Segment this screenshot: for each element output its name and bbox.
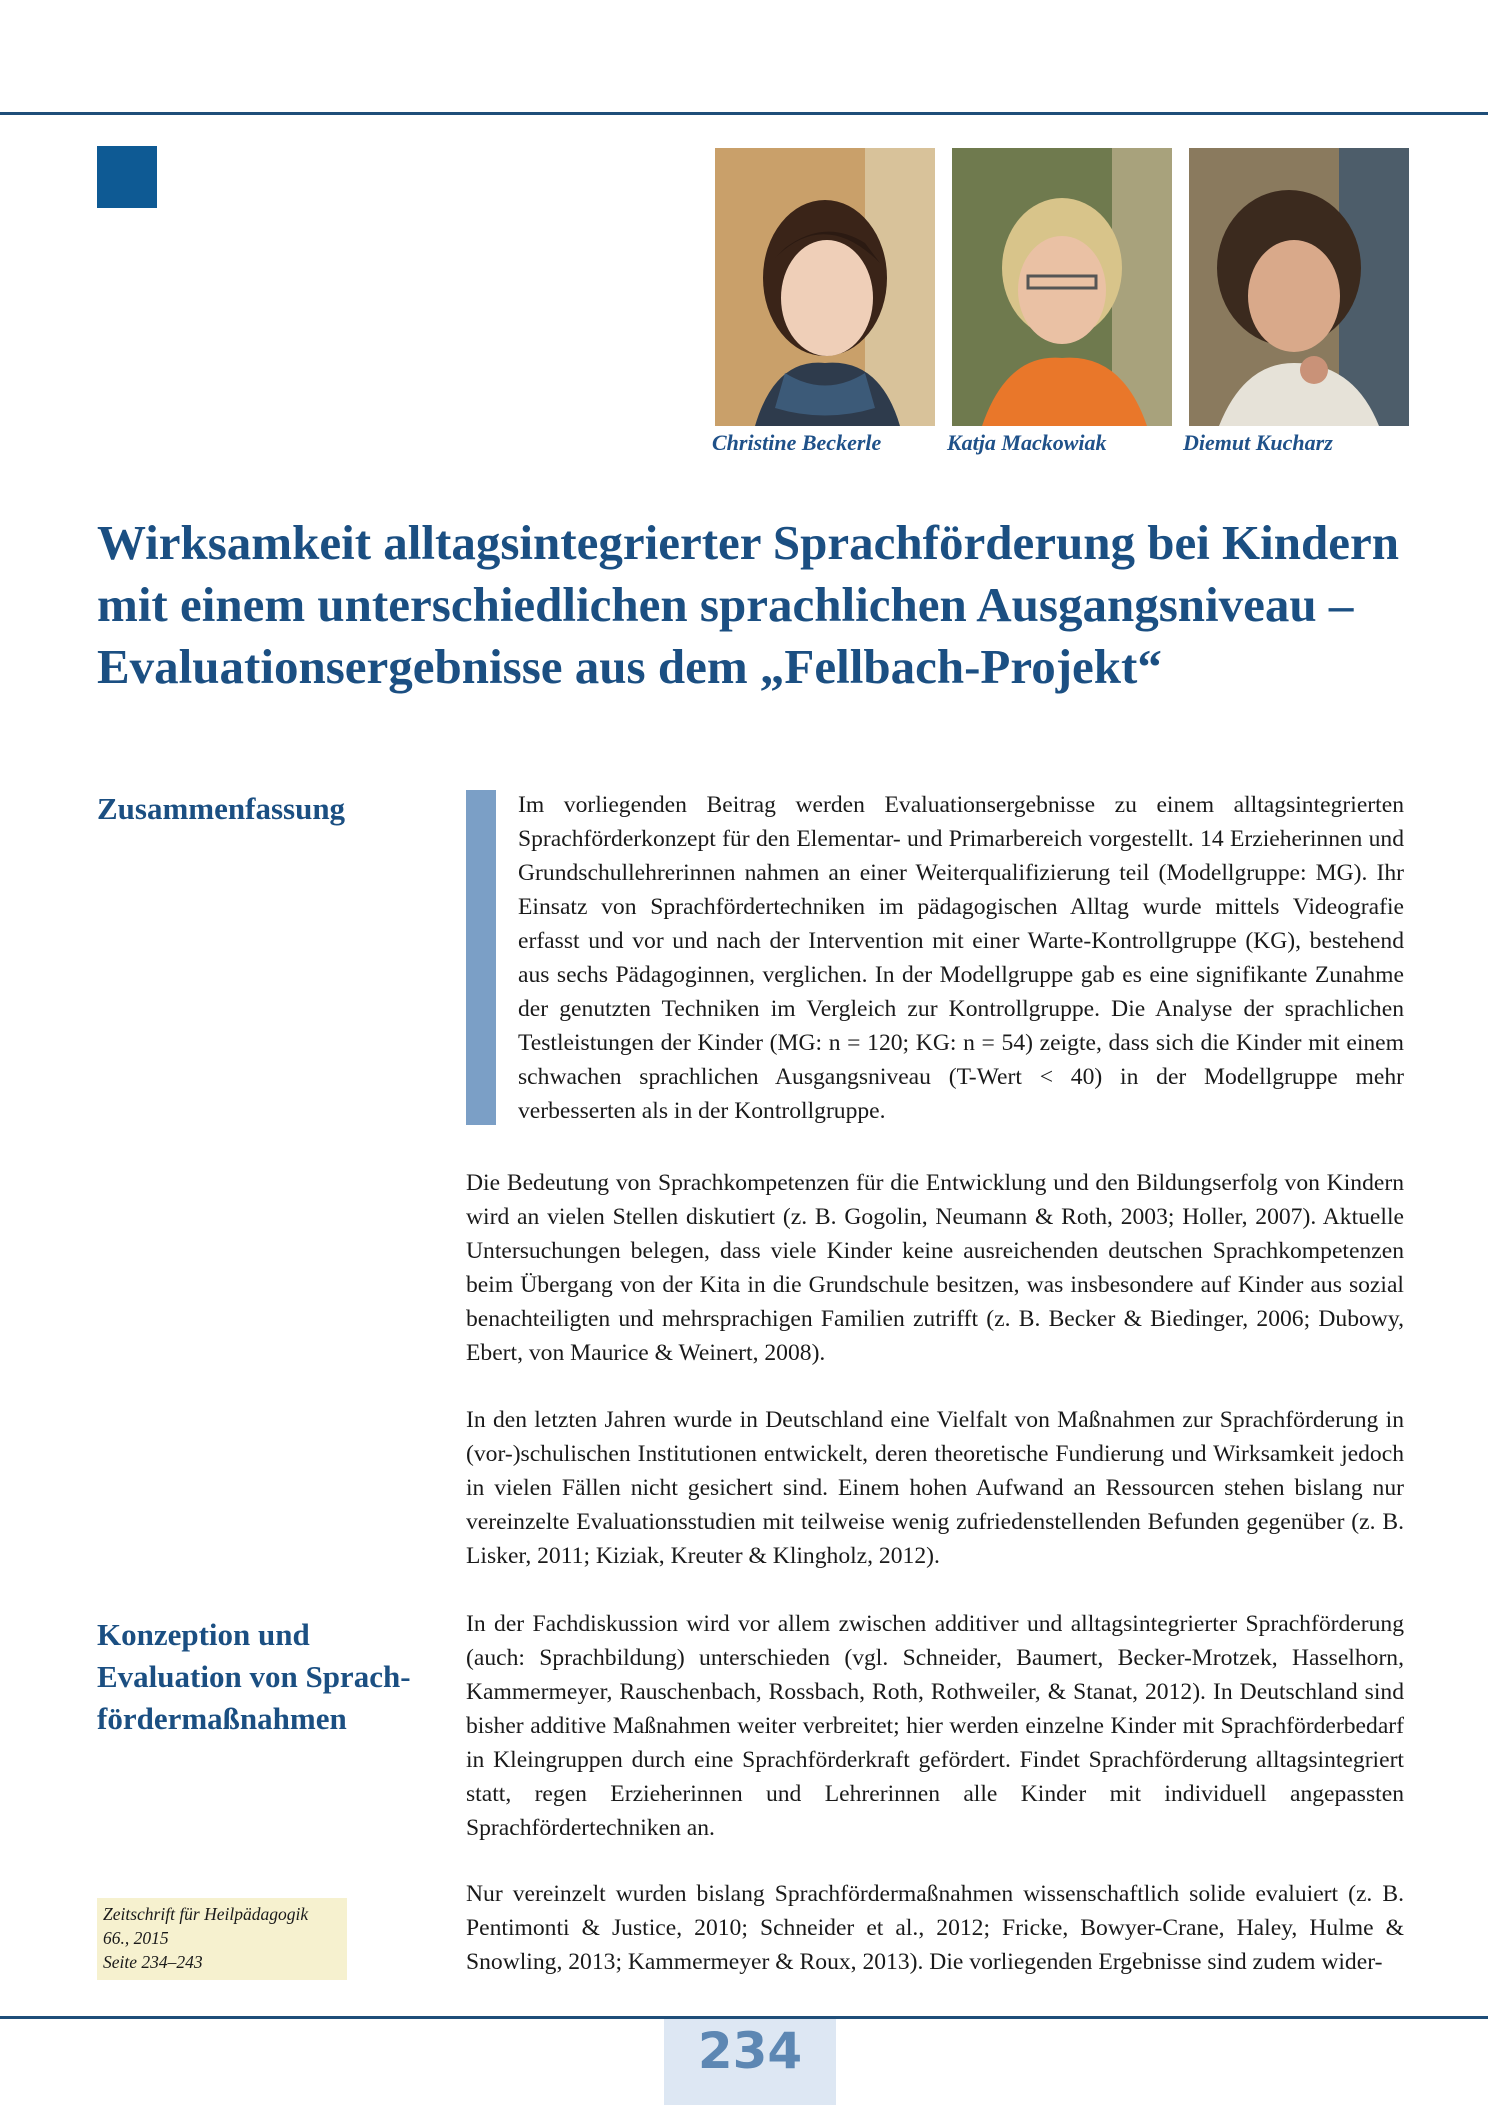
body-paragraph-3: In der Fachdiskussion wird vor allem zwischen additiver und alltagsintegrierter Sprachförderung (auch: Sprachbildung) unterschieden (vgl. Schneider, Baumert, Becker-Mrotzek, Hasselhorn, Kammermeyer, Rauschenbach, Rossbach, Roth, Rothweiler, & Stanat, 2012). In Deutschland sind bisher additive Maßnahmen weiter verbreitet; hier werden einzelne Kinder mit Sprachförderbedarf in Kleingruppen durch eine Sprachförderkraft gefördert. Findet Sprachförderung alltagsintegriert statt, regen Erzieherinnen und Lehrerinnen alle Kinder mit individuell angepassten Sprachfördertechniken an. <box>466 1611 1404 1841</box>
body-paragraph-4: Nur vereinzelt wurden bislang Sprachfördermaßnahmen wissenschaftlich solide evaluiert (z. B. Pentimonti & Justice, 2010; Schneider et al., 2012; Fricke, Bowyer-Crane, Haley, Hulme & Snowling, 2013; Kammermeyer & Roux, 2013). Die vorliegenden Ergebnisse sind zudem wider- <box>466 1881 1404 1975</box>
top-rule <box>0 112 1488 115</box>
body-paragraph-2: In den letzten Jahren wurde in Deutschland eine Vielfalt von Maßnahmen zur Sprachförderung in (vor-)schulischen Institutionen entwickelt, deren theoretische Fundierung und Wirksamkeit jedoch in vielen Fällen nicht gesichert sind. Einem hohen Aufwand an Ressourcen stehen bislang nur vereinzelte Evaluationsstudien mit teilweise wenig zufriedenstellenden Befunden gegenüber (z. B. Lisker, 2011; Kiziak, Kreuter & Klingholz, 2012). <box>466 1407 1404 1569</box>
konzeption-heading: Konzeption und Evaluation von Sprach-fördermaßnahmen <box>97 1617 411 1736</box>
author-photo-mackowiak <box>952 148 1172 426</box>
page-number: 234 <box>697 2022 803 2080</box>
author-caption-1: Christine Beckerle <box>712 430 882 455</box>
journal-volume: 66., 2015 <box>103 1928 169 1948</box>
journal-reference <box>97 1898 347 1980</box>
author-caption-3: Diemut Kucharz <box>1183 430 1333 455</box>
abstract-text: Im vorliegenden Beitrag werden Evaluationsergebnisse zu einem alltagsintegrierten Sprachförderkonzept für den Elementar- und Primarbereich vorgestellt. 14 Erzieherinnen und Grundschullehrerinnen nahmen an einer Weiterqualifizierung teil (Modellgruppe: MG). Ihr Einsatz von Sprachfördertechniken im pädagogischen Alltag wurde mittels Videografie erfasst und vor und nach der Intervention mit einer Warte-Kontrollgruppe (KG), bestehend aus sechs Pädagoginnen, verglichen. In der Modellgruppe gab es eine signifikante Zunahme der genutzten Techniken im Vergleich zur Kontrollgruppe. Die Analyse der sprachlichen Testleistungen der Kinder (MG: n = 120; KG: n = 54) zeigte, dass sich die Kinder mit einem schwachen sprachlichen Ausgangsniveau (T-Wert < 40) in der Modellgruppe mehr verbesserten als in der Kontrollgruppe. <box>518 792 1404 1124</box>
author-photo-kucharz <box>1189 148 1409 426</box>
body-paragraph-1: Die Bedeutung von Sprachkompetenzen für die Entwicklung und den Bildungserfolg von Kindern wird an vielen Stellen diskutiert (z. B. Gogolin, Neumann & Roth, 2003; Holler, 2007). Aktuelle Untersuchungen belegen, dass viele Kinder keine ausreichenden deutschen Sprachkompetenzen beim Übergang von der Kita in die Grundschule besitzen, was insbesondere auf Kinder aus sozial benachteiligten und mehrsprachigen Familien zutrifft (z. B. Becker & Biedinger, 2006; Dubowy, Ebert, von Maurice & Weinert, 2008). <box>466 1170 1404 1366</box>
author-caption-2: Katja Mackowiak <box>947 430 1107 455</box>
summary-heading: Zusammenfassung <box>97 791 346 826</box>
abstract-bar <box>466 790 496 1125</box>
journal-name: Zeitschrift für Heilpädagogik <box>103 1904 309 1924</box>
corner-square <box>97 146 157 208</box>
author-photo-beckerle <box>715 148 935 426</box>
journal-pages: Seite 234–243 <box>103 1952 203 1972</box>
article-title: Wirksamkeit alltagsintegrierter Sprachförderung bei Kindern mit einem unterschiedlichen sprachlichen Ausgangsniveau – Evaluationsergebnisse aus dem „Fellbach-Projekt“ <box>97 515 1400 694</box>
